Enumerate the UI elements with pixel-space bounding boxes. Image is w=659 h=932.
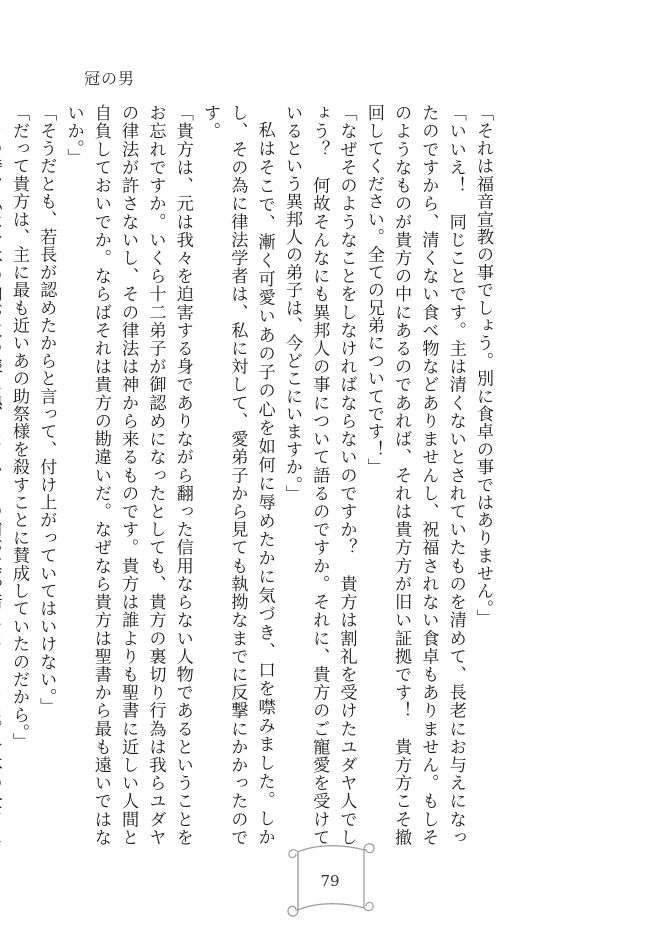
paragraph-5: 「貴方は、元は我々を迫害する身でありながら翻った信用ならない人物であるということをお忘れですか。いくら十二弟子が御認めになったとしても、貴方の裏切り行為は我らユダヤの律法が許さないし、その律法は神から来るものです。貴方は誰よりも聖書に近しい人間と自負しておいでか。ならばそれは貴方の勘違いだ。なぜなら貴方は聖書から最も遠いではないか。」 — [63, 104, 193, 846]
page-number-scroll — [282, 838, 378, 922]
page-number: 79 — [320, 872, 340, 890]
paragraph-8 — [0, 104, 5, 846]
running-head-title: 冠の男 — [84, 69, 136, 88]
paragraph-4: 私はそこで、漸く可愛いあの子の心を如何に辱めたかに気づき、口を噤みました。しかし、その為に律法学者は、私に対して、愛弟子から見ても執拗なまでに反撃にかかったのです。 — [200, 104, 275, 846]
paragraph-7: 「だって貴方は、主に最も近いあの助祭様を殺すことに賛成していたのだから。」 — [8, 104, 29, 751]
paragraph-3: 「なぜそのようなことをしなければならないのですか？ 貴方は割礼を受けたユダヤ人でしょう？ 何故そんなにも異邦人の事について語るのですか。それに、貴方のご寵愛を受けているという異邦人の弟子は、今どこにいますか。」 — [281, 104, 357, 846]
body-text — [8, 104, 496, 846]
paragraph-6: 「そうだとも、若長が認めたからと言って、付け上がっていてはいけない。」 — [36, 104, 57, 715]
paragraph-1: 「それは福音宣教の事でしょう。別に食卓の事ではありません。」 — [473, 104, 493, 627]
paragraph-2: 「いいえ！ 同じことです。主は清くないとされていたものを清めて、長老にお与えになったのですから、清くない食べ物などありませんし、祝福されない食卓もありません。もしそのようなものが貴方の中にあるのであれば、それは貴方方が旧い証拠です！ 貴方方こそ撤回してください。全ての兄弟についてです！」 — [363, 104, 466, 846]
